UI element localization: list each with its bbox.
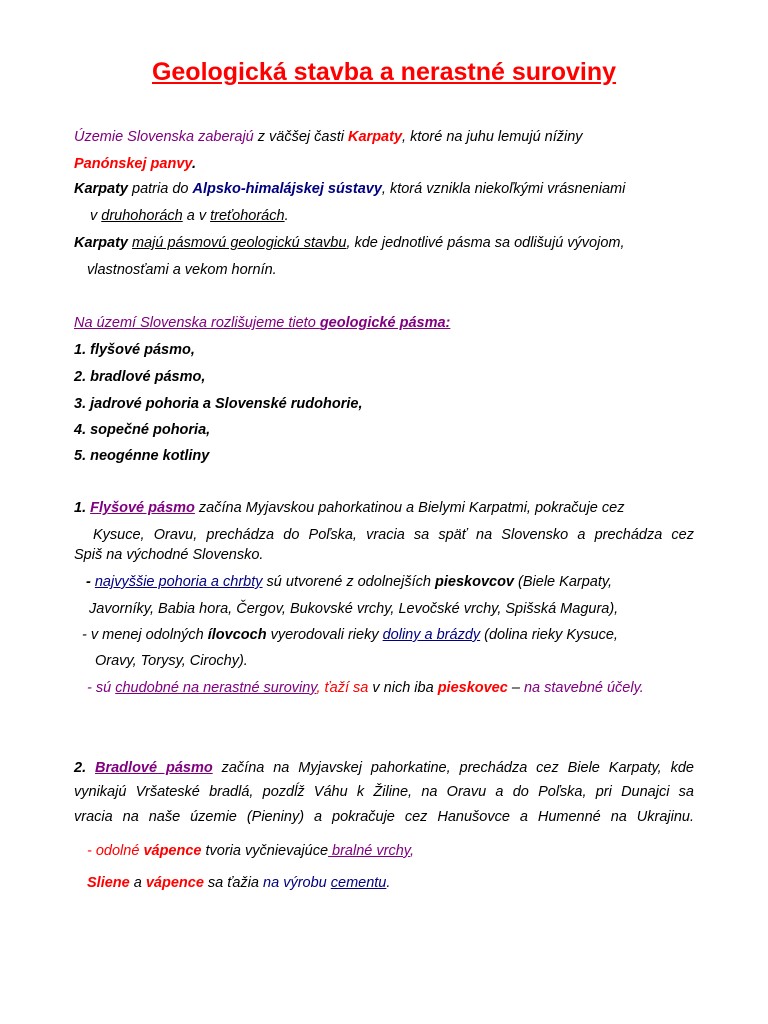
flysh-line-3: Spiš na východné Slovensko.	[74, 547, 264, 563]
flysh-text: (dolina rieky Kysuce,	[480, 627, 618, 643]
tazi-sa-text: , ťaží sa	[316, 680, 369, 696]
zone-list-item: 5. neogénne kotliny	[74, 448, 210, 464]
intro-line-5	[74, 234, 625, 252]
alpsko-himalajska-keyword: Alpsko-himalájskej sústavy	[192, 181, 382, 197]
cement-term: cementu	[330, 875, 387, 891]
klippen-bullet-1	[87, 842, 414, 860]
flysh-text: .	[639, 680, 644, 696]
karpaty-keyword: Karpaty	[74, 181, 128, 197]
klippen-text: a	[129, 875, 146, 891]
zone-list-item: 1. flyšové pásmo,	[74, 342, 195, 358]
flysh-text: - v menej odolných	[82, 627, 208, 643]
karpaty-keyword: Karpaty	[74, 235, 128, 251]
zones-heading-text: :	[445, 315, 451, 331]
intro-line-4	[90, 207, 289, 225]
intro-text: a v	[182, 208, 211, 224]
intro-text: .	[284, 208, 289, 224]
section-number: 2.	[74, 760, 95, 776]
flysh-text: začína Myjavskou pahorkatinou a Bielymi Karpatmi, pokračuje cez	[194, 500, 625, 516]
intro-text: patria do	[128, 181, 193, 197]
flysh-text: v nich iba	[368, 680, 438, 696]
flysh-text: vyerodovali rieky	[266, 627, 383, 643]
pasmova-stavba-term: majú pásmovú geologickú stavbu	[132, 235, 347, 251]
sliene-keyword: Sliene	[87, 875, 130, 891]
zones-heading-text: Na území Slovenska rozlišujeme tieto	[74, 315, 320, 331]
doliny-brazdy-term: doliny a brázdy	[382, 627, 481, 643]
klippen-text: ,	[409, 843, 414, 859]
pieskovec-keyword: pieskovec	[437, 680, 508, 696]
intro-text: .	[191, 156, 196, 172]
flysh-line-2: Kysuce, Oravu, prechádza do Poľska, vracia sa späť na Slovensko a prechádza cez	[93, 527, 694, 543]
intro-text: , kde jednotlivé pásma sa odlišujú vývojom,	[346, 235, 625, 251]
klippen-bullet-2	[87, 874, 390, 892]
druhohory-term: druhohorách	[101, 208, 183, 224]
flysh-bullet-3	[87, 679, 644, 697]
flysh-bullet-2	[82, 626, 618, 644]
intro-text: Územie Slovenska zaberajú	[74, 129, 254, 145]
karpaty-keyword: Karpaty	[348, 129, 403, 145]
tretohory-term: treťohorách	[210, 208, 285, 224]
flysh-bullet-1-cont: Javorníky, Babia hora, Čergov, Bukovské vrchy, Levočské vrchy, Spišská Magura),	[89, 601, 619, 617]
flysh-zone-name: Flyšové pásmo	[90, 500, 195, 516]
panonska-panva-keyword: Panónskej panvy	[74, 156, 192, 172]
zone-list-item: 3. jadrové pohoria a Slovenské rudohorie,	[74, 396, 363, 412]
flysh-text: –	[507, 680, 524, 696]
flysh-text: (Biele Karpaty,	[514, 574, 613, 590]
geologicke-pasma-term: geologické pásma	[319, 315, 446, 331]
na-vyrobu-text: na výrobu	[263, 875, 327, 891]
flysh-bullet-2-cont: Oravy, Torysy, Cirochy).	[95, 653, 248, 669]
zones-heading	[74, 314, 450, 332]
flysh-bullet-1	[86, 573, 612, 591]
vapence-keyword: vápence	[143, 843, 202, 859]
highest-mountains-term: najvyššie pohoria a chrbty	[94, 574, 263, 590]
pieskovce-keyword: pieskovcov	[435, 574, 515, 590]
zone-list-item: 2. bradlové pásmo,	[74, 369, 206, 385]
klippen-text: sa ťažia	[203, 875, 264, 891]
klippen-line-1	[74, 759, 694, 777]
klippen-zone-name: Bradlové pásmo	[95, 760, 213, 776]
flysh-text: sú utvorené z odolnejších	[262, 574, 436, 590]
page-title: Geologická stavba a nerastné suroviny	[151, 58, 617, 86]
ilovce-keyword: ílovcoch	[207, 627, 267, 643]
klippen-text: .	[386, 875, 391, 891]
intro-line-2	[74, 155, 196, 173]
flysh-text: - sú	[87, 680, 116, 696]
intro-text: z väčšej časti	[253, 129, 349, 145]
vapence-keyword: vápence	[145, 875, 204, 891]
intro-text: , ktoré na juhu lemujú nížiny	[402, 129, 583, 145]
intro-text: v	[90, 208, 102, 224]
intro-line-3	[74, 180, 625, 198]
bralne-vrchy-term: bralné vrchy	[328, 843, 410, 859]
intro-line-6	[87, 261, 277, 279]
klippen-text: - odolné	[87, 843, 144, 859]
intro-text: , ktorá vznikla niekoľkými vrásneniami	[381, 181, 626, 197]
flysh-line-1	[74, 499, 624, 517]
intro-text: vlastnosťami a vekom hornín.	[87, 262, 277, 278]
stavebne-ucely-text: na stavebné účely	[523, 680, 640, 696]
klippen-line-2: vynikajú Vršateské bradlá, pozdĺž Váhu k Žiline, na Oravu a do Poľska, pri Dunajci sa	[74, 784, 694, 800]
section-number: 1.	[74, 500, 91, 516]
chudobne-suroviny-term: chudobné na nerastné suroviny	[115, 680, 317, 696]
zone-list-item: 4. sopečné pohoria,	[74, 422, 211, 438]
intro-line-1	[74, 128, 583, 146]
klippen-text: tvoria vyčnievajúce	[201, 843, 329, 859]
klippen-text: začína na Myjavskej pahorkatine, prechádza cez Biele Karpaty, kde	[212, 760, 694, 776]
bullet-dash: -	[86, 574, 95, 590]
klippen-line-3: vracia na naše územie (Pieniny) a pokračuje cez Hanušovce a Humenné na Ukrajinu.	[74, 809, 694, 825]
